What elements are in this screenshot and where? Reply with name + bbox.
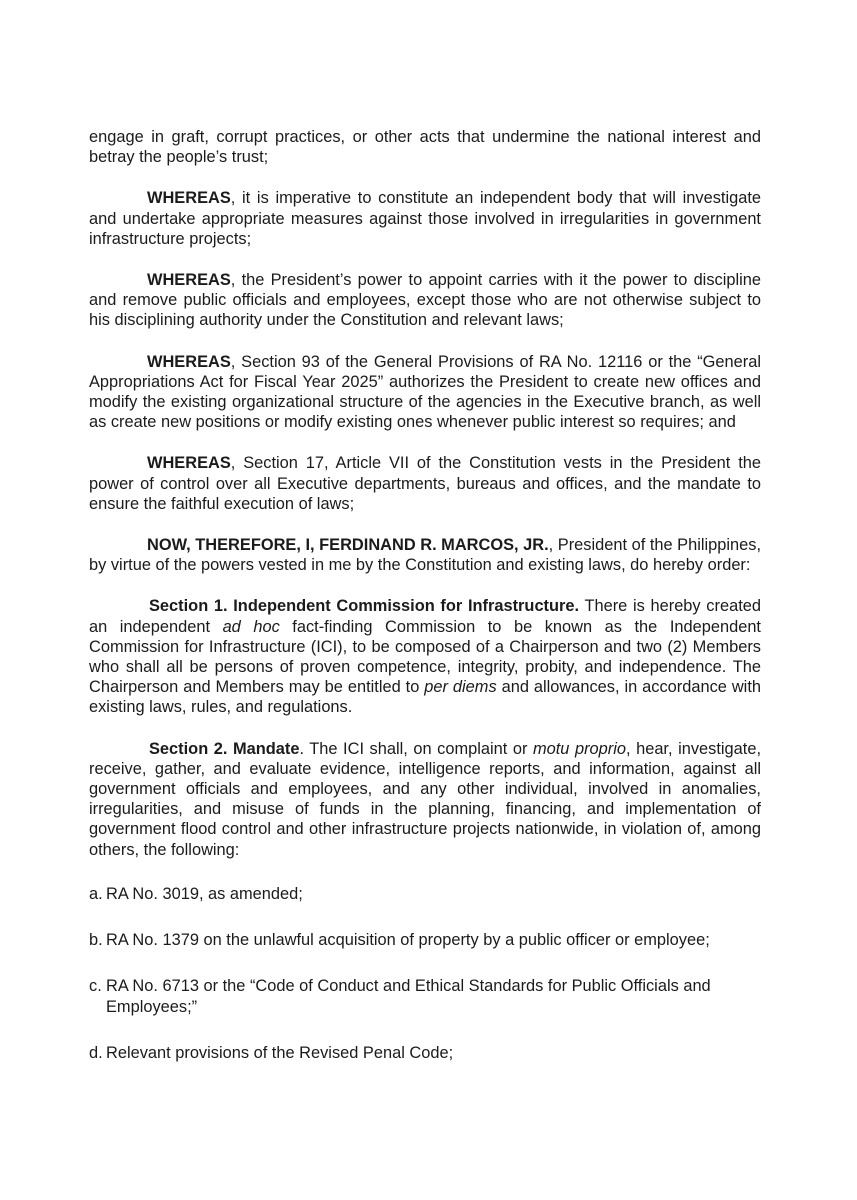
section-2-text-a: . The ICI shall, on complaint or bbox=[299, 739, 533, 758]
list-item-a bbox=[89, 884, 761, 904]
section-2-heading: Section 2. Mandate bbox=[149, 739, 300, 758]
list-marker: c. bbox=[89, 977, 102, 996]
whereas-keyword: WHEREAS bbox=[147, 189, 231, 208]
whereas-clause-4 bbox=[89, 453, 761, 514]
list-item-d bbox=[89, 1043, 761, 1063]
section-2-text-b: , hear, investigate, receive, gather, and evaluate evidence, intelligence reports, and information, against all government officials and employees, and any other individual, involved in anomalies, irregularities, and misuse of funds in the planning, financing, and implementation of government flood control and other infrastructure projects nationwide, in violation of, among others, the following: bbox=[89, 739, 762, 859]
section-1-heading: Section 1. Independent Commission for Infrastructure. bbox=[149, 597, 580, 616]
whereas-text: , Section 93 of the General Provisions of RA No. 12116 or the “General Appropriations Act for Fiscal Year 2025” authorizes the President to create new offices and modify the existing organizational structure of the agencies in the Executive branch, as well as create new positions or modify existing ones whenever public interest so requires; and bbox=[89, 352, 761, 432]
section-2-italic-a: motu proprio bbox=[532, 739, 626, 758]
whereas-keyword: WHEREAS bbox=[147, 271, 231, 290]
document-body bbox=[89, 127, 761, 1089]
whereas-clause-2 bbox=[89, 270, 761, 331]
section-1-text-a: There is hereby created an independent bbox=[89, 597, 761, 636]
whereas-keyword: WHEREAS bbox=[147, 352, 231, 371]
list-item-b bbox=[89, 930, 761, 950]
paragraph-text: engage in graft, corrupt practices, or other acts that undermine the national interest and betray the people’s trust; bbox=[89, 128, 761, 167]
now-therefore-clause bbox=[89, 535, 761, 575]
list-item-text: RA No. 1379 on the unlawful acquisition of property by a public officer or employee; bbox=[106, 931, 710, 950]
section-1-text-b: fact-finding Commission to be known as the Independent Commission for Infrastructure (ICI), to be composed of a Chairperson and two (2) Members who shall all be persons of proven competence, integrity, probity, and independence. The Chairperson and Members may be entitled to bbox=[89, 617, 761, 697]
list-marker: b. bbox=[89, 931, 103, 950]
section-1 bbox=[89, 596, 761, 717]
paragraph-continued bbox=[89, 127, 761, 167]
section-1-italic-b: per diems bbox=[424, 678, 497, 697]
whereas-text: , the President’s power to appoint carries with it the power to discipline and remove public officials and employees, except those who are not otherwise subject to his disciplining authority under the Constitution and relevant laws; bbox=[89, 271, 761, 330]
now-therefore-keyword: NOW, THEREFORE, I, FERDINAND R. MARCOS, JR. bbox=[147, 536, 549, 555]
list-item-text: RA No. 3019, as amended; bbox=[106, 884, 303, 903]
whereas-text: , it is imperative to constitute an independent body that will investigate and undertake appropriate measures against those involved in irregularities in government infrastructure projects; bbox=[89, 189, 761, 248]
list-item-text: Relevant provisions of the Revised Penal Code; bbox=[106, 1043, 454, 1062]
whereas-text: , Section 17, Article VII of the Constitution vests in the President the power of control over all Executive departments, bureaus and offices, and the mandate to ensure the faithful execution of laws; bbox=[89, 454, 761, 513]
section-1-italic-a: ad hoc bbox=[222, 617, 280, 636]
list-item-text: RA No. 6713 or the “Code of Conduct and Ethical Standards for Public Officials and Employees;” bbox=[106, 977, 711, 1016]
list-marker: a. bbox=[89, 884, 103, 903]
list-marker: d. bbox=[89, 1043, 103, 1062]
now-therefore-text: , President of the Philippines, by virtue of the powers vested in me by the Constitution and existing laws, do hereby order: bbox=[89, 536, 761, 575]
whereas-clause-1 bbox=[89, 188, 761, 249]
whereas-keyword: WHEREAS bbox=[147, 454, 231, 473]
whereas-clause-3 bbox=[89, 352, 761, 433]
list-item-c bbox=[89, 976, 761, 1016]
section-1-text-c: and allowances, in accordance with existing laws, rules, and regulations. bbox=[89, 678, 761, 717]
section-2 bbox=[89, 739, 761, 860]
